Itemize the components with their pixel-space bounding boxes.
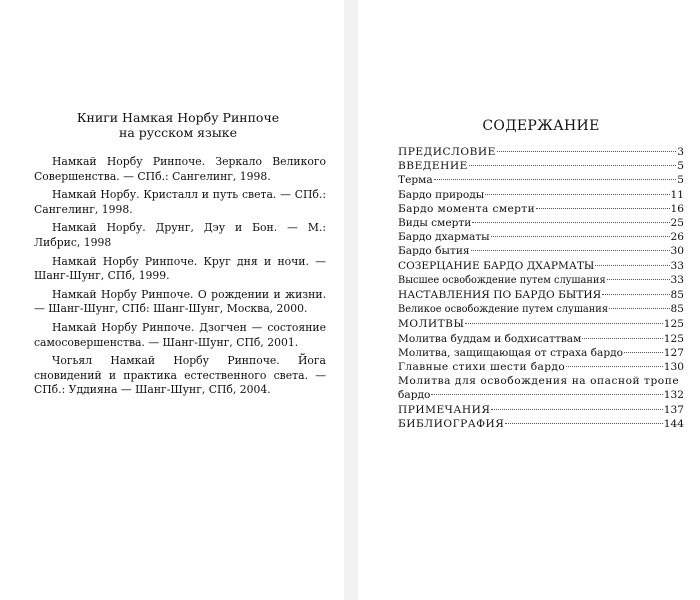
toc-entry-title: Молитва буддам и бодхисаттвам bbox=[398, 332, 582, 345]
toc-entry-page: 130 bbox=[663, 361, 684, 374]
toc-leader-dots bbox=[624, 352, 663, 353]
toc-entry bbox=[398, 173, 684, 187]
toc-entry-page: 3 bbox=[677, 146, 684, 158]
toc-leader-dots bbox=[485, 194, 669, 195]
toc-entry-title: Терма bbox=[398, 174, 433, 187]
toc-entry-title: НАСТАВЛЕНИЯ ПО БАРДО БЫТИЯ bbox=[398, 289, 602, 302]
toc-entry bbox=[398, 230, 684, 244]
toc-entry bbox=[398, 317, 684, 331]
toc-entry-page: 85 bbox=[670, 289, 684, 302]
table-of-contents bbox=[398, 145, 684, 431]
toc-entry-title: Молитва для освобождения на опасной тропе bbox=[398, 375, 680, 388]
toc-entry-page: 25 bbox=[670, 217, 684, 230]
toc-entry-title: Бардо дхарматы bbox=[398, 231, 490, 244]
book-entry: Намкай Норбу. Друнг, Дэу и Бон. — М.: Либрис, 1998 bbox=[34, 221, 326, 249]
toc-entry-page: 11 bbox=[670, 188, 684, 201]
toc-entry-title-continued: бардо bbox=[398, 389, 431, 402]
toc-entry-title: Главные стихи шести бардо bbox=[398, 361, 566, 374]
toc-entry-title: Молитва, защищающая от страха бардо bbox=[398, 346, 624, 359]
toc-entry-page: 33 bbox=[670, 273, 684, 286]
toc-entry-title: ВВЕДЕНИЕ bbox=[398, 160, 468, 173]
toc-entry-title: Высшее освобождение путем слушания bbox=[398, 274, 606, 286]
toc-entry-title: БИБЛИОГРАФИЯ bbox=[398, 417, 505, 430]
toc-title: СОДЕРЖАНИЕ bbox=[482, 118, 600, 134]
toc-entry-title: ПРЕДИСЛОВИЕ bbox=[398, 146, 496, 158]
toc-entry bbox=[398, 244, 684, 258]
toc-entry bbox=[398, 302, 684, 317]
toc-entry-title: Бардо момента смерти bbox=[398, 202, 536, 215]
toc-entry-title: Виды смерти bbox=[398, 217, 472, 230]
toc-entry-page: 33 bbox=[670, 259, 684, 272]
toc-entry-page: 125 bbox=[663, 332, 684, 345]
toc-entry bbox=[398, 374, 684, 402]
toc-entry bbox=[398, 216, 684, 230]
books-list bbox=[34, 155, 326, 402]
toc-leader-dots bbox=[609, 308, 670, 309]
left-page bbox=[28, 0, 328, 600]
book-entry: Намкай Норбу Ринпоче. Дзогчен — состояние самосовершенства. — Шанг-Шунг, СПб, 2001. bbox=[34, 320, 326, 349]
toc-entry-title: Бардо бытия bbox=[398, 245, 470, 258]
toc-leader-dots bbox=[582, 338, 662, 339]
toc-leader-dots bbox=[566, 366, 663, 367]
toc-entry-title: ПРИМЕЧАНИЯ bbox=[398, 403, 491, 416]
books-title bbox=[28, 110, 328, 140]
toc-entry-page: 26 bbox=[670, 231, 684, 244]
toc-entry bbox=[398, 332, 684, 346]
toc-leader-dots bbox=[469, 165, 676, 166]
book-entry: Намкай Норбу Ринпоче. Зеркало Великого Совершенства. — СПб.: Сангелинг, 1998. bbox=[34, 155, 326, 183]
toc-entry-page: 137 bbox=[663, 403, 684, 416]
toc-entry bbox=[398, 346, 684, 360]
toc-leader-dots bbox=[472, 222, 669, 223]
toc-entry bbox=[398, 273, 684, 288]
toc-leader-dots bbox=[434, 179, 677, 180]
toc-entry-title: Бардо природы bbox=[398, 188, 485, 201]
toc-entry-page: 132 bbox=[663, 389, 684, 402]
toc-entry-page: 5 bbox=[677, 174, 684, 187]
toc-entry bbox=[398, 159, 684, 173]
toc-entry bbox=[398, 145, 684, 159]
book-entry: Намкай Норбу. Кристалл и путь света. — СПб.: Сангелинг, 1998. bbox=[34, 188, 326, 216]
toc-leader-dots bbox=[607, 279, 670, 280]
toc-entry bbox=[398, 403, 684, 417]
toc-leader-dots bbox=[536, 208, 669, 209]
toc-leader-dots bbox=[497, 151, 676, 152]
toc-entry-page: 5 bbox=[677, 160, 684, 173]
book-entry: Чогьял Намкай Норбу Ринпоче. Йога сновидений и практика естественного света. — СПб.: Уддияна — Шанг-Шунг, СПб, 2004. bbox=[34, 354, 326, 397]
toc-entry bbox=[398, 259, 684, 273]
toc-entry-page: 125 bbox=[663, 318, 684, 331]
book-gutter bbox=[344, 0, 358, 600]
toc-leader-dots bbox=[595, 265, 669, 266]
book-entry: Намкай Норбу Ринпоче. Круг дня и ночи. — Шанг-Шунг, СПб, 1999. bbox=[34, 254, 326, 283]
toc-entry-page: 144 bbox=[663, 417, 684, 430]
right-page bbox=[398, 0, 684, 600]
toc-entry-page: 30 bbox=[670, 245, 684, 258]
books-title-line-2: на русском языке bbox=[118, 125, 237, 140]
toc-leader-dots bbox=[602, 294, 669, 295]
book-entry: Намкай Норбу Ринпоче. О рождении и жизни. — Шанг-Шунг, СПб: Шанг-Шунг, Москва, 2000. bbox=[34, 287, 326, 316]
books-title-line-1: Книги Намкая Норбу Ринпоче bbox=[76, 110, 280, 125]
toc-entry bbox=[398, 360, 684, 374]
toc-leader-dots bbox=[505, 423, 662, 424]
toc-entry-title: МОЛИТВЫ bbox=[398, 318, 465, 331]
toc-leader-dots bbox=[465, 323, 662, 324]
toc-leader-dots bbox=[471, 250, 670, 251]
toc-leader-dots bbox=[431, 394, 662, 395]
toc-entry bbox=[398, 417, 684, 431]
toc-entry-page: 127 bbox=[663, 346, 684, 359]
toc-entry-title: Великое освобождение путем слушания bbox=[398, 304, 609, 316]
toc-entry bbox=[398, 188, 684, 202]
toc-entry-title: СОЗЕРЦАНИЕ БАРДО ДХАРМАТЫ bbox=[398, 259, 595, 272]
toc-entry-page: 16 bbox=[670, 202, 684, 215]
toc-leader-dots bbox=[491, 236, 670, 237]
toc-entry-page: 85 bbox=[670, 303, 684, 316]
toc-leader-dots bbox=[491, 409, 662, 410]
toc-entry bbox=[398, 288, 684, 302]
toc-entry bbox=[398, 202, 684, 216]
